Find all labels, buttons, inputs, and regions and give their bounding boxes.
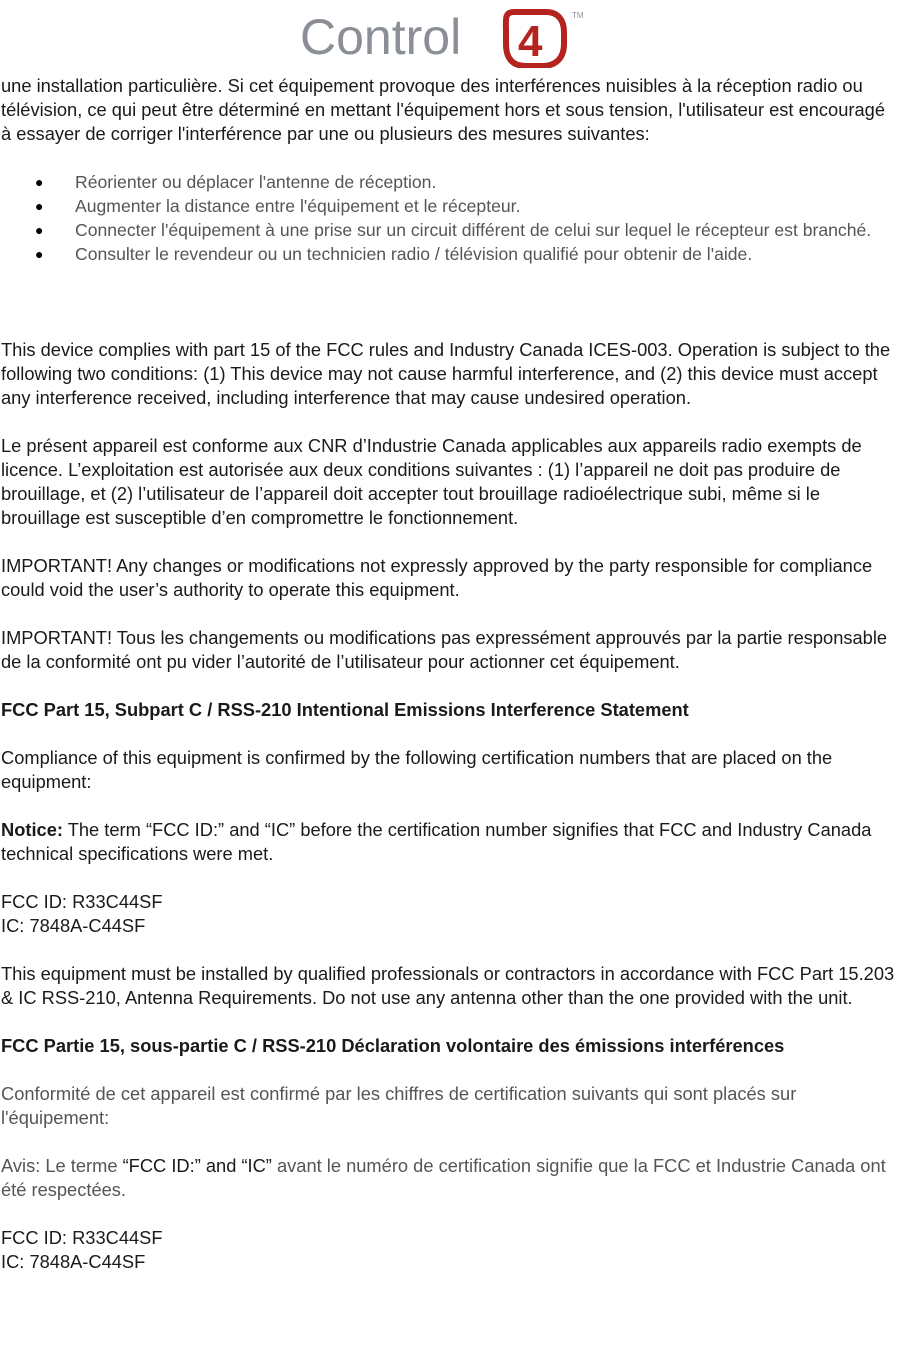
list-item: ● Réorienter ou déplacer l'antenne de réception. [35, 172, 437, 192]
fcc-id-value: FCC ID: R33C44SF [1, 1227, 163, 1248]
list-item: ● Consulter le revendeur ou un technicien radio / télévision qualifié pour obtenir de l'aide. [35, 244, 753, 264]
notice-text: The term “FCC ID:” and “IC” before the certification number signifies that FCC and Industry Canada technical specifications were met. [1, 819, 872, 864]
notice-label: Notice: [1, 819, 63, 840]
section-heading-en: FCC Part 15, Subpart C / RSS-210 Intentional Emissions Interference Statement [1, 699, 689, 720]
bullet-icon: ● [35, 198, 44, 214]
ic-value: IC: 7848A-C44SF [1, 915, 146, 936]
important-fr-paragraph: IMPORTANT! Tous les changements ou modifications pas expressément approuvés par la partie responsable de la conformité ont pu vider l’autorité de l’utilisateur pour actionner cet équipement. [1, 627, 888, 672]
measures-list [1, 170, 897, 266]
logo-4-mark [506, 12, 564, 66]
list-item: ● Augmenter la distance entre l'équipement et le récepteur. [35, 196, 521, 216]
notice-paragraph [1, 818, 897, 866]
fcc-id-value: FCC ID: R33C44SF [1, 891, 163, 912]
bullet-icon: ● [35, 246, 44, 262]
important-en-paragraph: IMPORTANT! Any changes or modifications not expressly approved by the party responsible for compliance could void the user’s authority to operate this equipment. [1, 555, 873, 600]
list-item: ● Connecter l'équipement à une prise sur un circuit différent de celui sur lequel le récepteur est branché. [35, 220, 872, 240]
ic-value: IC: 7848A-C44SF [1, 1251, 146, 1272]
control4-logo [300, 4, 600, 68]
logo-text: Control [300, 9, 462, 65]
trademark: TM [572, 11, 584, 20]
conformite-paragraph: Conformité de cet appareil est confirmé par les chiffres de certification suivants qui sont placés sur l'équipement: [1, 1083, 797, 1128]
bullet-icon: ● [35, 222, 44, 238]
bullet-icon: ● [35, 174, 44, 190]
cnr-compliance-paragraph: Le présent appareil est conforme aux CNR d’Industrie Canada applicables aux appareils radio exempts de licence. L’exploitation est autorisée aux deux conditions suivantes : (1) l’appareil ne doit pas produire de brouillage, et (2) l’utilisateur de l’appareil doit accepter tout brouillage radioélectrique subi, même si le brouillage est susceptible d’en compromettre le fonctionnement. [1, 435, 862, 528]
avis-paragraph: Avis: Le terme “FCC ID:” and “IC” avant le numéro de certification signifie que la FCC et Industrie Canada ont été respectées. [1, 1155, 886, 1200]
logo-mark: 4 [518, 17, 543, 66]
installation-paragraph: This equipment must be installed by qualified professionals or contractors in accordance with FCC Part 15.203 & IC RSS-210, Antenna Requirements. Do not use any antenna other than the one provided with the unit. [1, 963, 895, 1008]
document-body [1, 74, 897, 1274]
fcc-compliance-paragraph: This device complies with part 15 of the FCC rules and Industry Canada ICES-003. Operation is subject to the following two conditions: (1) This device may not cause harmful interference, and (2) this device must accept any interference received, including interference that may cause undesired operation. [1, 339, 891, 408]
certification-paragraph: Compliance of this equipment is confirmed by the following certification numbers that are placed on the equipment: [1, 747, 833, 792]
section-heading-fr: FCC Partie 15, sous-partie C / RSS-210 Déclaration volontaire des émissions interférences [1, 1035, 785, 1056]
intro-paragraph: une installation particulière. Si cet équipement provoque des interférences nuisibles à la réception radio ou télévision, ce qui peut être déterminé en mettant l'équipement hors et sous tension, l'utilisateur est encouragé à essayer de corriger l'interférence par une ou plusieurs des mesures suivantes: [1, 75, 885, 144]
